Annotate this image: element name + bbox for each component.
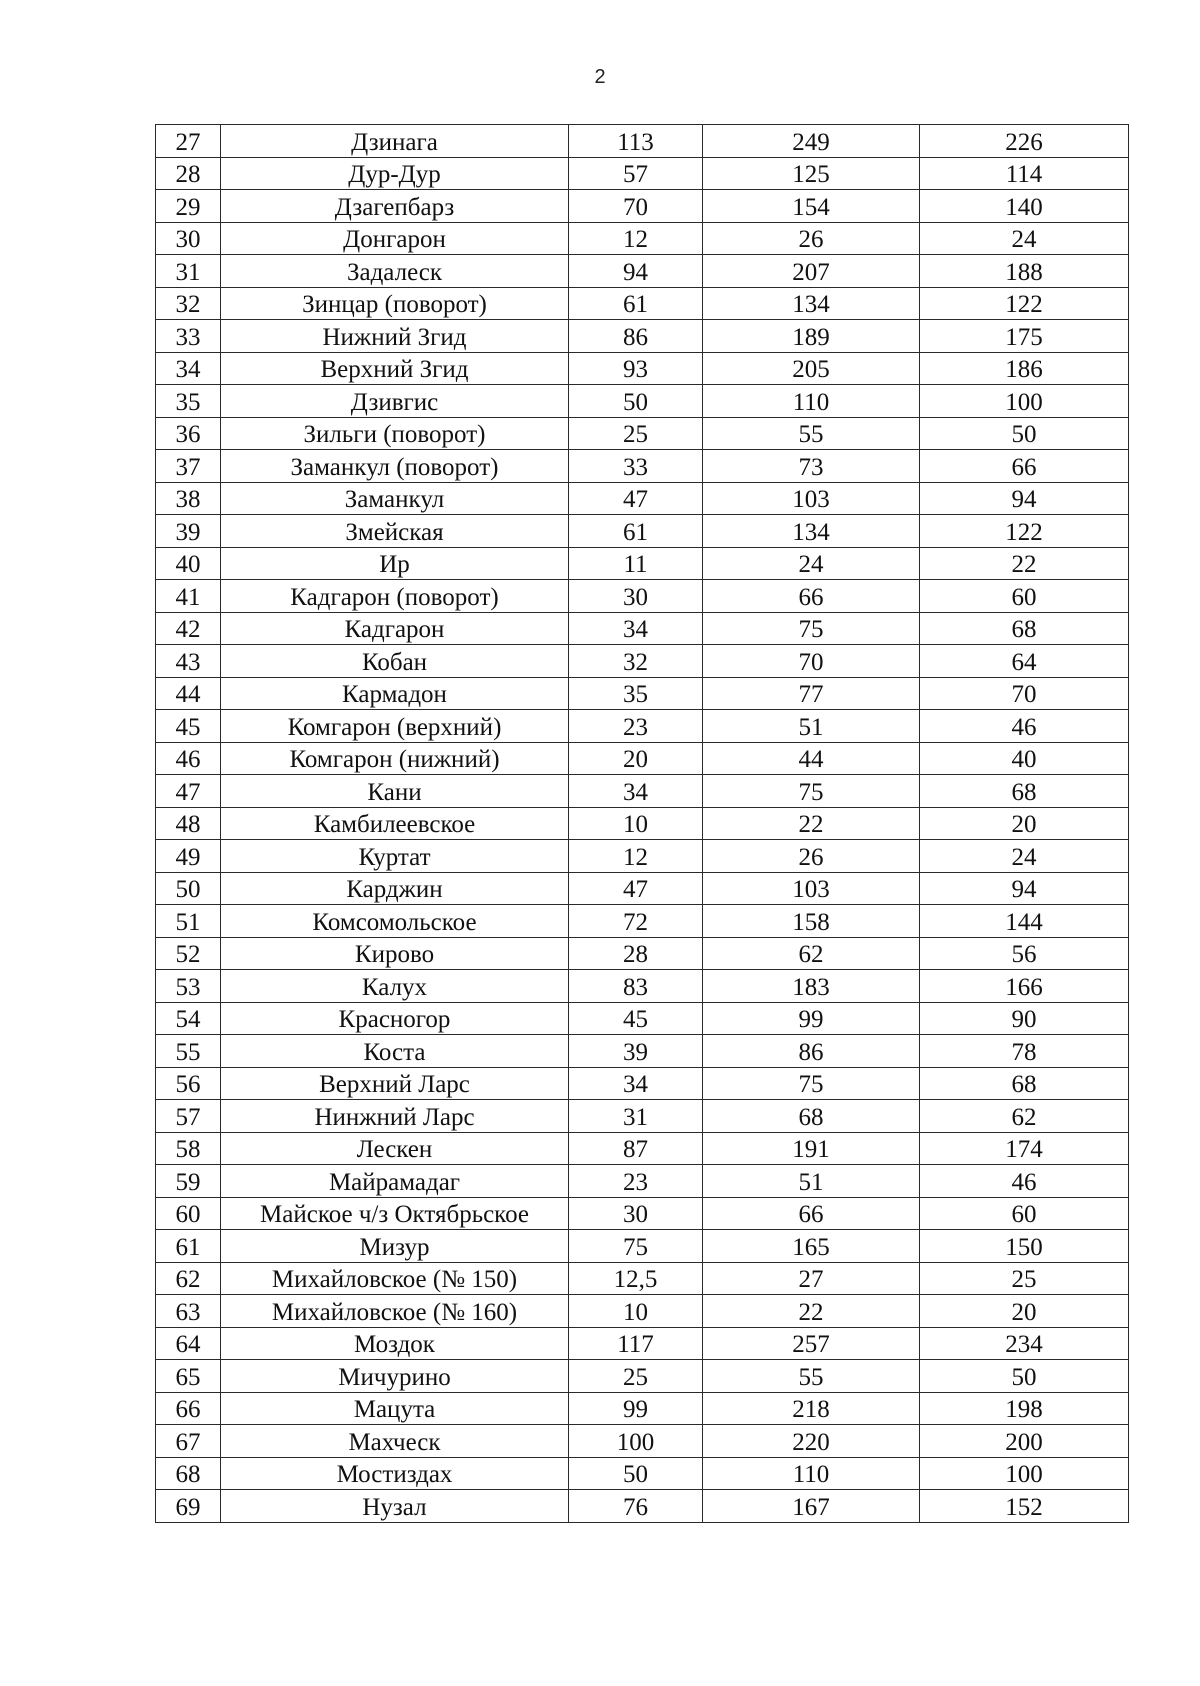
settlement-name-cell: Нузал [221, 1490, 569, 1523]
value-c-cell: 166 [920, 970, 1129, 1003]
page-number: 2 [594, 66, 606, 88]
row-number-cell: 33 [156, 320, 221, 353]
settlement-name-cell: Заманкул [221, 482, 569, 515]
row-number-cell: 47 [156, 775, 221, 808]
value-c-cell: 25 [920, 1262, 1129, 1295]
value-a-cell: 113 [569, 125, 703, 158]
value-c-cell: 122 [920, 515, 1129, 548]
value-b-cell: 134 [703, 287, 920, 320]
value-c-cell: 140 [920, 190, 1129, 223]
value-b-cell: 75 [703, 775, 920, 808]
value-c-cell: 198 [920, 1392, 1129, 1425]
table-row [156, 677, 1129, 710]
value-c-cell: 50 [920, 1360, 1129, 1393]
table-row [156, 320, 1129, 353]
row-number-cell: 62 [156, 1262, 221, 1295]
settlement-name-cell: Заманкул (поворот) [221, 450, 569, 483]
table-body [156, 125, 1129, 1523]
value-a-cell: 23 [569, 1165, 703, 1198]
settlement-name-cell: Мостиздах [221, 1457, 569, 1490]
value-b-cell: 103 [703, 872, 920, 905]
settlement-name-cell: Комсомольское [221, 905, 569, 938]
value-c-cell: 188 [920, 255, 1129, 288]
row-number-cell: 40 [156, 547, 221, 580]
value-a-cell: 100 [569, 1425, 703, 1458]
value-a-cell: 34 [569, 775, 703, 808]
value-b-cell: 68 [703, 1100, 920, 1133]
value-b-cell: 134 [703, 515, 920, 548]
table-row [156, 970, 1129, 1003]
settlement-name-cell: Кармадон [221, 677, 569, 710]
settlement-name-cell: Мичурино [221, 1360, 569, 1393]
settlement-name-cell: Зильги (поворот) [221, 417, 569, 450]
row-number-cell: 59 [156, 1165, 221, 1198]
value-b-cell: 55 [703, 417, 920, 450]
value-a-cell: 117 [569, 1327, 703, 1360]
value-a-cell: 30 [569, 580, 703, 613]
settlement-name-cell: Комгарон (верхний) [221, 710, 569, 743]
value-b-cell: 75 [703, 612, 920, 645]
table-row [156, 417, 1129, 450]
value-a-cell: 32 [569, 645, 703, 678]
value-b-cell: 70 [703, 645, 920, 678]
table-row [156, 450, 1129, 483]
settlement-name-cell: Кани [221, 775, 569, 808]
value-c-cell: 66 [920, 450, 1129, 483]
table-row [156, 1035, 1129, 1068]
value-c-cell: 100 [920, 385, 1129, 418]
table-row [156, 1230, 1129, 1263]
table-row [156, 645, 1129, 678]
row-number-cell: 68 [156, 1457, 221, 1490]
settlement-name-cell: Задалеск [221, 255, 569, 288]
settlement-name-cell: Майрамадаг [221, 1165, 569, 1198]
row-number-cell: 36 [156, 417, 221, 450]
value-a-cell: 20 [569, 742, 703, 775]
table-row [156, 775, 1129, 808]
value-a-cell: 12 [569, 840, 703, 873]
value-a-cell: 11 [569, 547, 703, 580]
value-a-cell: 12 [569, 222, 703, 255]
value-a-cell: 75 [569, 1230, 703, 1263]
settlement-name-cell: Махческ [221, 1425, 569, 1458]
value-c-cell: 50 [920, 417, 1129, 450]
value-c-cell: 226 [920, 125, 1129, 158]
value-c-cell: 175 [920, 320, 1129, 353]
value-b-cell: 44 [703, 742, 920, 775]
value-a-cell: 33 [569, 450, 703, 483]
row-number-cell: 63 [156, 1295, 221, 1328]
value-a-cell: 70 [569, 190, 703, 223]
table-row [156, 287, 1129, 320]
value-b-cell: 103 [703, 482, 920, 515]
value-c-cell: 234 [920, 1327, 1129, 1360]
value-b-cell: 167 [703, 1490, 920, 1523]
value-a-cell: 72 [569, 905, 703, 938]
row-number-cell: 44 [156, 677, 221, 710]
value-b-cell: 51 [703, 710, 920, 743]
row-number-cell: 50 [156, 872, 221, 905]
table-row [156, 352, 1129, 385]
row-number-cell: 31 [156, 255, 221, 288]
row-number-cell: 56 [156, 1067, 221, 1100]
value-b-cell: 125 [703, 157, 920, 190]
row-number-cell: 51 [156, 905, 221, 938]
value-a-cell: 39 [569, 1035, 703, 1068]
value-c-cell: 94 [920, 872, 1129, 905]
value-a-cell: 83 [569, 970, 703, 1003]
value-b-cell: 165 [703, 1230, 920, 1263]
value-a-cell: 31 [569, 1100, 703, 1133]
settlement-name-cell: Михайловское (№ 160) [221, 1295, 569, 1328]
value-b-cell: 205 [703, 352, 920, 385]
table-row [156, 1002, 1129, 1035]
value-b-cell: 51 [703, 1165, 920, 1198]
value-a-cell: 99 [569, 1392, 703, 1425]
value-c-cell: 64 [920, 645, 1129, 678]
value-c-cell: 144 [920, 905, 1129, 938]
settlement-name-cell: Дзагепбарз [221, 190, 569, 223]
settlement-name-cell: Змейская [221, 515, 569, 548]
table-row [156, 872, 1129, 905]
settlement-name-cell: Мацута [221, 1392, 569, 1425]
value-a-cell: 45 [569, 1002, 703, 1035]
table-row [156, 1262, 1129, 1295]
value-c-cell: 68 [920, 1067, 1129, 1100]
row-number-cell: 52 [156, 937, 221, 970]
value-b-cell: 158 [703, 905, 920, 938]
table-row [156, 580, 1129, 613]
row-number-cell: 35 [156, 385, 221, 418]
table-row [156, 1327, 1129, 1360]
value-b-cell: 77 [703, 677, 920, 710]
settlement-name-cell: Донгарон [221, 222, 569, 255]
value-b-cell: 66 [703, 580, 920, 613]
table-row [156, 222, 1129, 255]
value-b-cell: 73 [703, 450, 920, 483]
row-number-cell: 32 [156, 287, 221, 320]
row-number-cell: 27 [156, 125, 221, 158]
value-a-cell: 25 [569, 417, 703, 450]
settlement-name-cell: Кирово [221, 937, 569, 970]
value-b-cell: 218 [703, 1392, 920, 1425]
value-c-cell: 70 [920, 677, 1129, 710]
settlement-name-cell: Лескен [221, 1132, 569, 1165]
value-a-cell: 47 [569, 482, 703, 515]
value-b-cell: 86 [703, 1035, 920, 1068]
value-b-cell: 22 [703, 807, 920, 840]
settlement-name-cell: Карджин [221, 872, 569, 905]
value-b-cell: 191 [703, 1132, 920, 1165]
value-a-cell: 87 [569, 1132, 703, 1165]
table-row [156, 1197, 1129, 1230]
value-c-cell: 60 [920, 580, 1129, 613]
value-c-cell: 62 [920, 1100, 1129, 1133]
value-c-cell: 20 [920, 807, 1129, 840]
row-number-cell: 53 [156, 970, 221, 1003]
row-number-cell: 61 [156, 1230, 221, 1263]
value-c-cell: 24 [920, 840, 1129, 873]
table-row [156, 482, 1129, 515]
value-c-cell: 60 [920, 1197, 1129, 1230]
value-a-cell: 47 [569, 872, 703, 905]
table-row [156, 1457, 1129, 1490]
value-a-cell: 61 [569, 515, 703, 548]
value-c-cell: 68 [920, 775, 1129, 808]
settlement-name-cell: Нинжний Ларс [221, 1100, 569, 1133]
settlement-name-cell: Ир [221, 547, 569, 580]
row-number-cell: 41 [156, 580, 221, 613]
value-b-cell: 24 [703, 547, 920, 580]
settlement-name-cell: Куртат [221, 840, 569, 873]
value-a-cell: 35 [569, 677, 703, 710]
value-a-cell: 86 [569, 320, 703, 353]
value-b-cell: 183 [703, 970, 920, 1003]
settlement-name-cell: Дзинага [221, 125, 569, 158]
row-number-cell: 54 [156, 1002, 221, 1035]
settlement-name-cell: Моздок [221, 1327, 569, 1360]
settlement-name-cell: Камбилеевское [221, 807, 569, 840]
value-b-cell: 207 [703, 255, 920, 288]
row-number-cell: 66 [156, 1392, 221, 1425]
row-number-cell: 65 [156, 1360, 221, 1393]
value-c-cell: 20 [920, 1295, 1129, 1328]
value-a-cell: 76 [569, 1490, 703, 1523]
settlement-name-cell: Дур-Дур [221, 157, 569, 190]
value-b-cell: 62 [703, 937, 920, 970]
row-number-cell: 64 [156, 1327, 221, 1360]
row-number-cell: 46 [156, 742, 221, 775]
settlement-name-cell: Нижний Згид [221, 320, 569, 353]
value-b-cell: 27 [703, 1262, 920, 1295]
row-number-cell: 37 [156, 450, 221, 483]
settlement-name-cell: Верхний Згид [221, 352, 569, 385]
settlement-name-cell: Кобан [221, 645, 569, 678]
value-b-cell: 249 [703, 125, 920, 158]
value-b-cell: 110 [703, 385, 920, 418]
value-b-cell: 189 [703, 320, 920, 353]
table-row [156, 905, 1129, 938]
table-row [156, 385, 1129, 418]
value-b-cell: 26 [703, 222, 920, 255]
settlement-name-cell: Мизур [221, 1230, 569, 1263]
table-row [156, 190, 1129, 223]
table-row [156, 1067, 1129, 1100]
value-a-cell: 34 [569, 1067, 703, 1100]
table-row [156, 1100, 1129, 1133]
value-a-cell: 94 [569, 255, 703, 288]
value-c-cell: 152 [920, 1490, 1129, 1523]
row-number-cell: 69 [156, 1490, 221, 1523]
row-number-cell: 30 [156, 222, 221, 255]
value-c-cell: 114 [920, 157, 1129, 190]
row-number-cell: 29 [156, 190, 221, 223]
value-a-cell: 10 [569, 807, 703, 840]
table-row [156, 515, 1129, 548]
row-number-cell: 55 [156, 1035, 221, 1068]
value-a-cell: 12,5 [569, 1262, 703, 1295]
table-row [156, 1165, 1129, 1198]
value-a-cell: 30 [569, 1197, 703, 1230]
settlement-name-cell: Калух [221, 970, 569, 1003]
table-row [156, 1360, 1129, 1393]
row-number-cell: 57 [156, 1100, 221, 1133]
row-number-cell: 48 [156, 807, 221, 840]
table-row [156, 255, 1129, 288]
value-b-cell: 220 [703, 1425, 920, 1458]
value-a-cell: 10 [569, 1295, 703, 1328]
value-b-cell: 257 [703, 1327, 920, 1360]
value-c-cell: 24 [920, 222, 1129, 255]
value-a-cell: 23 [569, 710, 703, 743]
value-b-cell: 75 [703, 1067, 920, 1100]
settlement-name-cell: Зинцар (поворот) [221, 287, 569, 320]
settlement-name-cell: Верхний Ларс [221, 1067, 569, 1100]
table-row [156, 742, 1129, 775]
value-a-cell: 34 [569, 612, 703, 645]
value-b-cell: 22 [703, 1295, 920, 1328]
value-b-cell: 26 [703, 840, 920, 873]
settlement-name-cell: Дзивгис [221, 385, 569, 418]
table-row [156, 547, 1129, 580]
row-number-cell: 67 [156, 1425, 221, 1458]
value-a-cell: 25 [569, 1360, 703, 1393]
value-c-cell: 46 [920, 710, 1129, 743]
table-row [156, 125, 1129, 158]
value-a-cell: 28 [569, 937, 703, 970]
value-c-cell: 122 [920, 287, 1129, 320]
value-a-cell: 57 [569, 157, 703, 190]
value-b-cell: 99 [703, 1002, 920, 1035]
settlement-name-cell: Майское ч/з Октябрьское [221, 1197, 569, 1230]
table-row [156, 1425, 1129, 1458]
row-number-cell: 42 [156, 612, 221, 645]
value-c-cell: 40 [920, 742, 1129, 775]
value-b-cell: 66 [703, 1197, 920, 1230]
value-c-cell: 90 [920, 1002, 1129, 1035]
value-b-cell: 110 [703, 1457, 920, 1490]
table-row [156, 840, 1129, 873]
value-c-cell: 56 [920, 937, 1129, 970]
settlement-name-cell: Комгарон (нижний) [221, 742, 569, 775]
value-c-cell: 22 [920, 547, 1129, 580]
value-c-cell: 78 [920, 1035, 1129, 1068]
table-row [156, 157, 1129, 190]
value-c-cell: 94 [920, 482, 1129, 515]
value-a-cell: 61 [569, 287, 703, 320]
settlement-name-cell: Кадгарон [221, 612, 569, 645]
table-row [156, 1295, 1129, 1328]
table-row [156, 1132, 1129, 1165]
table-row [156, 1490, 1129, 1523]
value-c-cell: 174 [920, 1132, 1129, 1165]
value-c-cell: 68 [920, 612, 1129, 645]
value-a-cell: 93 [569, 352, 703, 385]
value-a-cell: 50 [569, 1457, 703, 1490]
value-c-cell: 200 [920, 1425, 1129, 1458]
row-number-cell: 58 [156, 1132, 221, 1165]
table-row [156, 1392, 1129, 1425]
table-row [156, 710, 1129, 743]
value-a-cell: 50 [569, 385, 703, 418]
row-number-cell: 45 [156, 710, 221, 743]
value-c-cell: 150 [920, 1230, 1129, 1263]
value-b-cell: 154 [703, 190, 920, 223]
table-row [156, 612, 1129, 645]
data-table [155, 124, 1129, 1523]
value-b-cell: 55 [703, 1360, 920, 1393]
value-c-cell: 100 [920, 1457, 1129, 1490]
settlement-name-cell: Коста [221, 1035, 569, 1068]
row-number-cell: 38 [156, 482, 221, 515]
value-c-cell: 46 [920, 1165, 1129, 1198]
settlement-name-cell: Красногор [221, 1002, 569, 1035]
value-c-cell: 186 [920, 352, 1129, 385]
row-number-cell: 60 [156, 1197, 221, 1230]
row-number-cell: 34 [156, 352, 221, 385]
row-number-cell: 43 [156, 645, 221, 678]
row-number-cell: 39 [156, 515, 221, 548]
settlement-name-cell: Михайловское (№ 150) [221, 1262, 569, 1295]
row-number-cell: 49 [156, 840, 221, 873]
table-row [156, 937, 1129, 970]
table-row [156, 807, 1129, 840]
row-number-cell: 28 [156, 157, 221, 190]
settlement-name-cell: Кадгарон (поворот) [221, 580, 569, 613]
